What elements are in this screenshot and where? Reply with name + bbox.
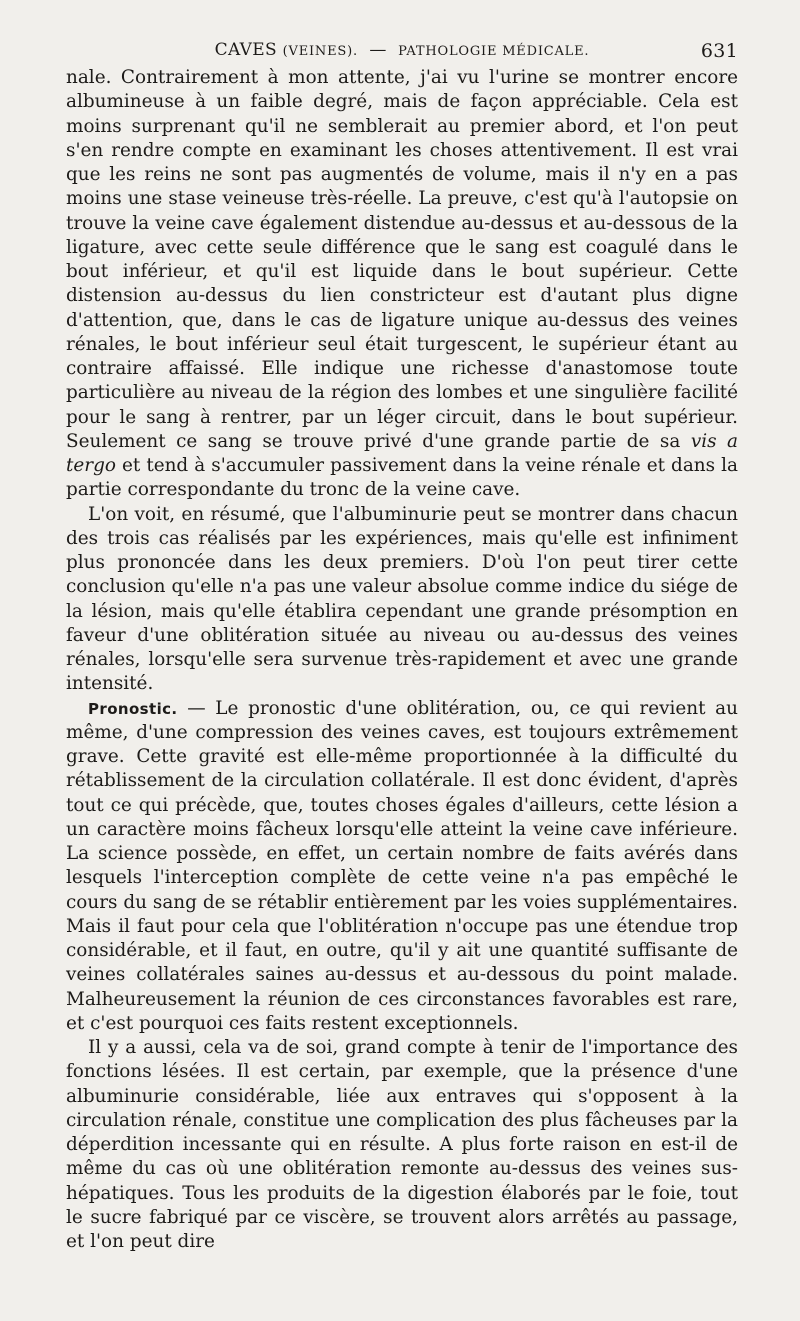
paragraph-1-text-b: et tend à s'accumuler passivement dans la veine rénale et dans la partie correspondante du tronc de la veine cave. [66,455,738,501]
paragraph-2: L'on voit, en résumé, que l'albuminurie peut se montrer dans chacun des trois cas réalisés par les expériences, mais qu'elle est infiniment plus prononcée dans les deux premiers. D'où l'on peut tirer cette conclusion qu'elle n'a pas une valeur absolue comme indice du siége de la lésion, mais qu'elle établira cependant une grande présomption en faveur d'une oblitération située au niveau ou au-dessus des veines rénales, lorsqu'elle sera survenue très-rapidement et avec une grande intensité. [66,503,738,695]
title-main: CAVES [214,40,277,60]
runin-heading: Pronostic. [88,699,178,718]
title-separator: — [369,40,387,60]
paragraph-1-text-a: nale. Contrairement à mon attente, j'ai vu l'urine se montrer encore albumineuse à un faible degré, mais de façon appréciable. Cela est moins surprenant qu'il ne semblerait au premier abord, et l'on peut s'en rendre compte en examinant les choses attentivement. Il est vrai que les reins ne sont pas augmentés de volume, mais il n'y en a pas moins une stase veineuse très-réelle. La preuve, c'est qu'à l'autopsie on trouve la veine cave également distendue au-dessus et au-dessous de la ligature, avec cette seule différence que le sang est coagulé dans le bout inférieur, et qu'il est liquide dans le bout supérieur. Cette distension au-dessus du lien constricteur est d'autant plus digne d'attention, que, dans le cas de ligature unique au-dessus des veines rénales, le bout inférieur seul était turgescent, le supérieur étant au contraire affaissé. Elle indique une richesse d'anastomose toute particulière au niveau de la région des lombes et une singulière facilité pour le sang à rentrer, par un léger circuit, dans le bout supérieur. Seulement ce sang se trouve privé d'une grande partie de sa [66,67,738,452]
italic-phrase: vis a tergo [66,430,738,476]
running-title [66,40,738,60]
running-header [66,0,738,66]
title-paren: (VEINES). [282,44,358,59]
paragraph-1 [66,66,738,503]
body-text [66,66,738,1254]
paragraph-3-text: — Le pronostic d'une oblitération, ou, ce qui revient au même, d'une compression des veines caves, est toujours extrêmement grave. Cette gravité est elle-même proportionnée à la difficulté du rétablissement de la circulation collatérale. Il est donc évident, d'après tout ce qui précède, que, toutes choses égales d'ailleurs, cette lésion a un caractère moins fâcheux lorsqu'elle atteint la veine cave inférieure. La science possède, en effet, un certain nombre de faits avérés dans lesquels l'interception complète de cette veine n'a pas empêché le cours du sang de se rétablir entièrement par les voies supplémentaires. Mais il faut pour cela que l'oblitération n'occupe pas une étendue trop considérable, et il faut, en outre, qu'il y ait une quantité suffisante de veines collatérales saines au-dessus et au-dessous du point malade. Malheureusement la réunion de ces circonstances favorables est rare, et c'est pourquoi ces faits restent exceptionnels. [66,697,738,1034]
page-number: 631 [700,40,738,62]
paragraph-3 [66,697,738,1037]
title-section: PATHOLOGIE MÉDICALE. [398,44,590,59]
paragraph-4: Il y a aussi, cela va de soi, grand compte à tenir de l'importance des fonctions lésées. Il est certain, par exemple, que la présence d'une albuminurie considérable, liée aux entraves qui s'opposent à la circulation rénale, constitue une complication des plus fâcheuses par la déperdition incessante qui en résulte. A plus forte raison en est-il de même du cas où une oblitération remonte au-dessus des veines sus-hépatiques. Tous les produits de la digestion élaborés par le foie, tout le sucre fabriqué par ce viscère, se trouvent alors arrêtés au passage, et l'on peut dire [66,1037,738,1252]
